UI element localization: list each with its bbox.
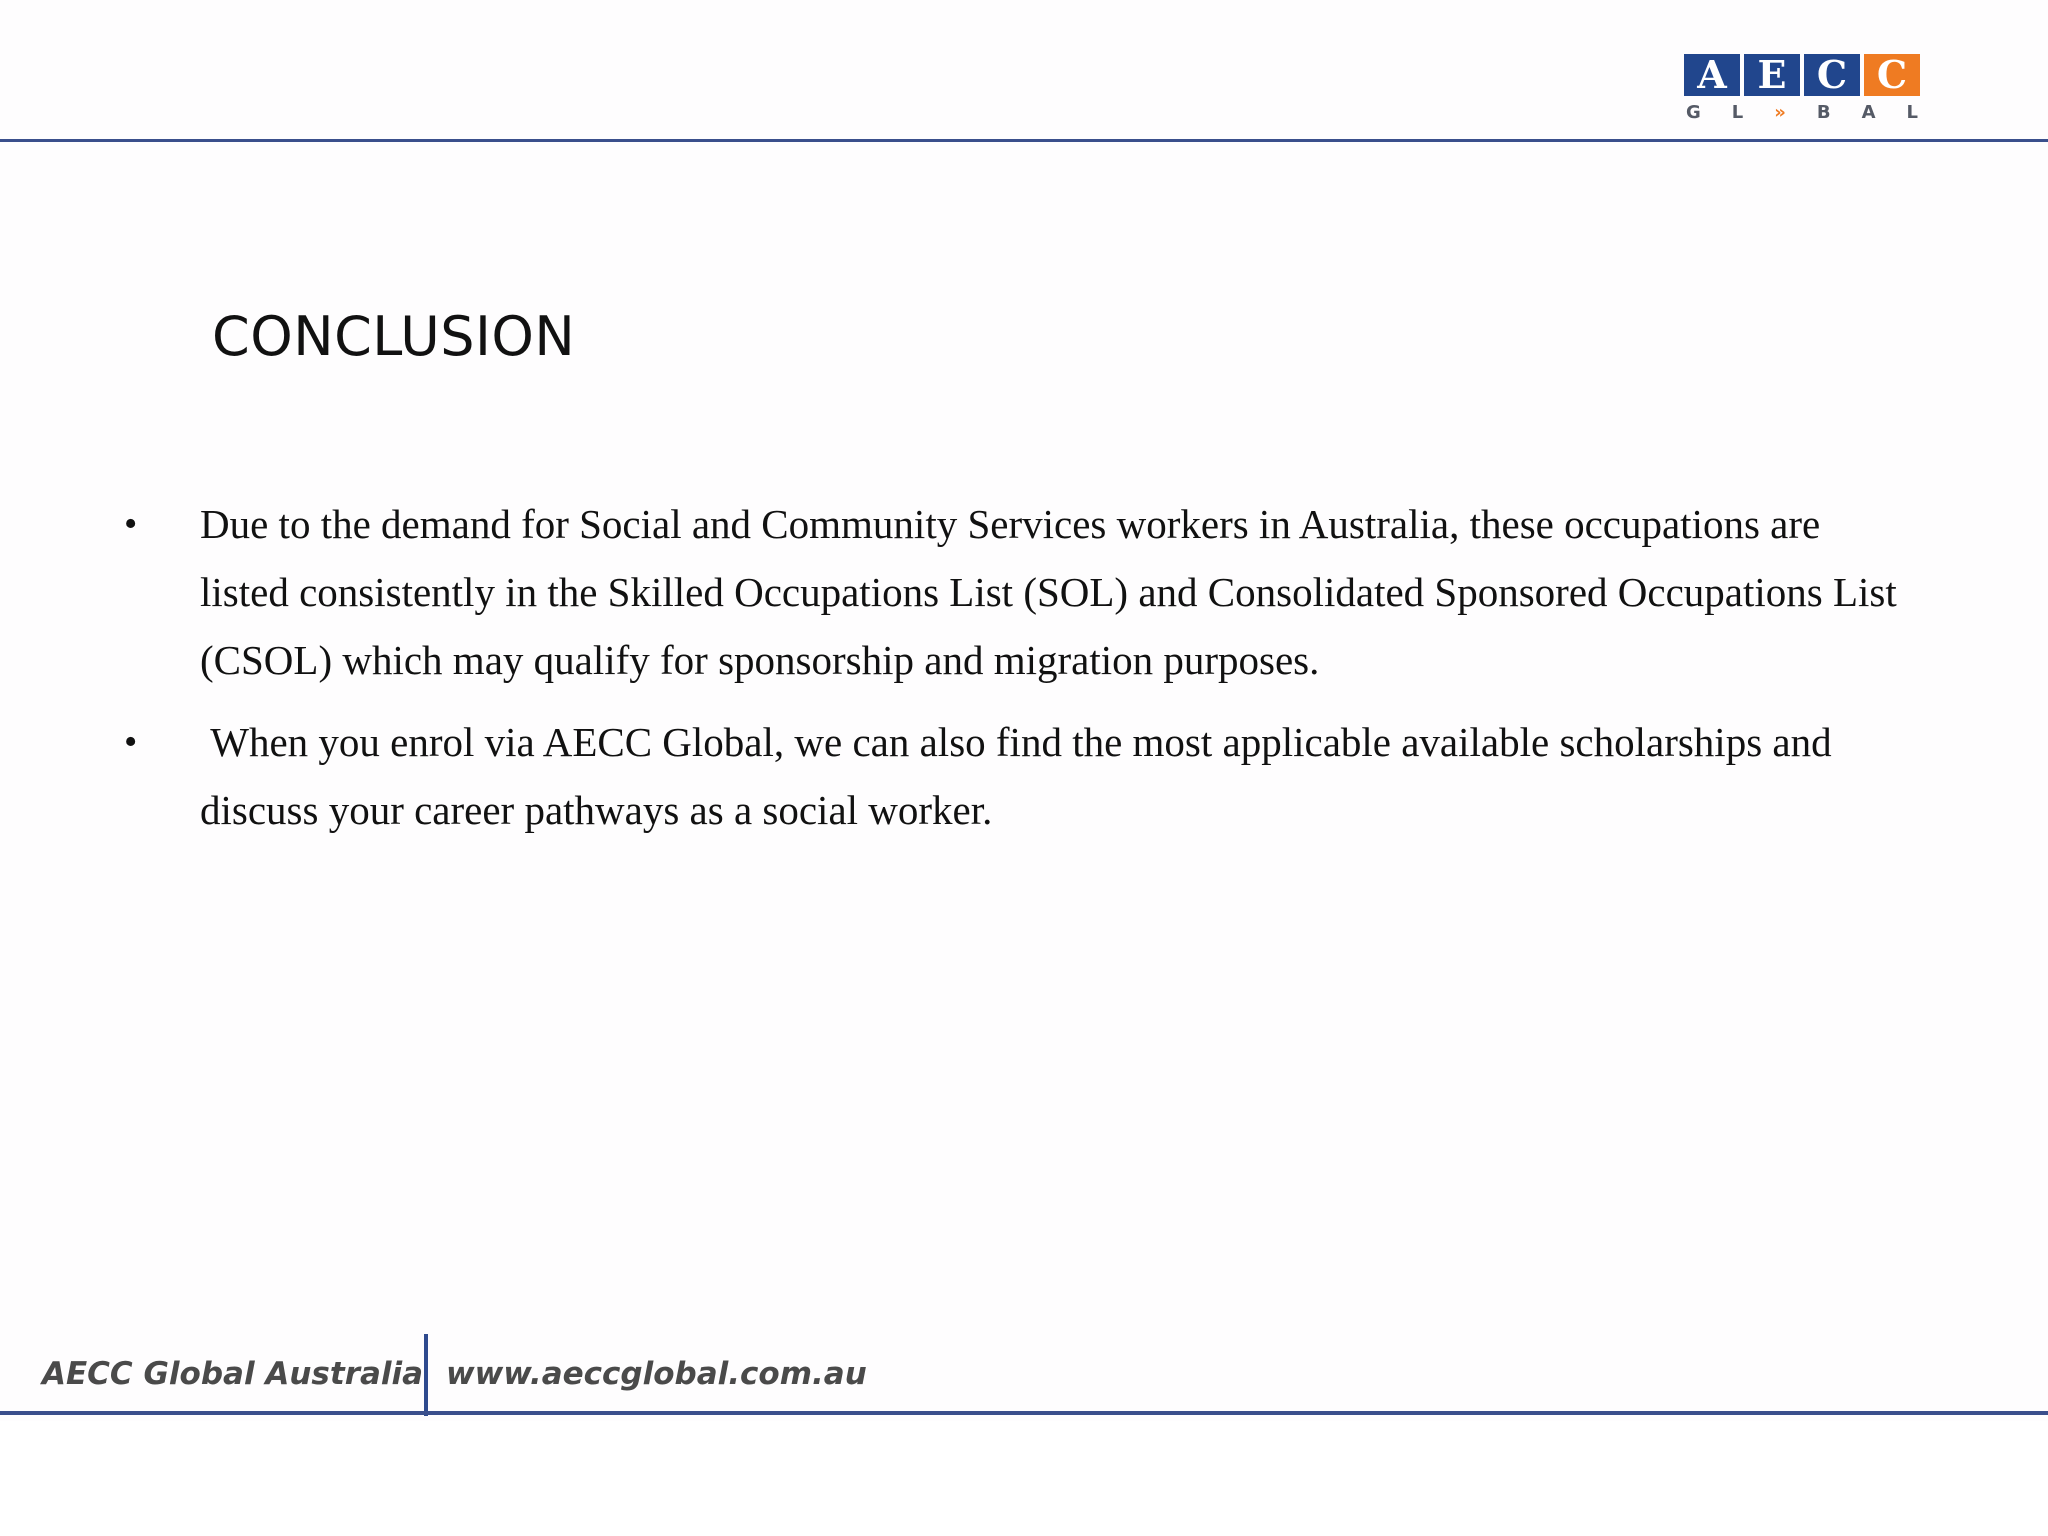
logo-wordmark (1684, 102, 1920, 123)
logo-letter-c2: C (1864, 54, 1920, 96)
logo-letter-c1: C (1804, 54, 1860, 96)
slide-title: CONCLUSION (212, 305, 576, 368)
bullet-item (110, 490, 1910, 694)
bullet-dot-icon: • (124, 721, 138, 763)
aecc-global-logo (1684, 54, 1920, 126)
header-divider (0, 139, 2048, 142)
logo-word-letter: L (1731, 102, 1744, 123)
footer-rule (0, 1411, 2048, 1415)
logo-word-letter: A (1861, 102, 1876, 123)
logo-letter-a: A (1684, 54, 1740, 96)
logo-word-letter: L (1906, 102, 1918, 123)
bullet-text: Due to the demand for Social and Community Services workers in Australia, these occupations are listed consistently in the Skilled Occupations List (SOL) and Consolidated Sponsored Occupations List (CSOL) which may qualify for sponsorship and migration purposes. (200, 501, 1897, 683)
logo-letter-e: E (1744, 54, 1800, 96)
footer (0, 1334, 2048, 1416)
logo-word-letter: G (1686, 102, 1701, 123)
logo-swirl-icon: » (1774, 102, 1786, 123)
footer-website-link[interactable]: www.aeccglobal.com.au (446, 1356, 867, 1392)
bullet-list (110, 490, 1910, 858)
footer-company-name: AECC Global Australia (42, 1356, 424, 1392)
footer-divider (424, 1334, 428, 1416)
bullet-text: When you enrol via AECC Global, we can also find the most applicable available scholarships and discuss your career pathways as a social worker. (200, 719, 1842, 833)
bullet-item (110, 708, 1910, 844)
bullet-dot-icon: • (124, 503, 138, 545)
logo-letter-boxes (1684, 54, 1920, 96)
logo-word-letter: B (1816, 102, 1831, 123)
